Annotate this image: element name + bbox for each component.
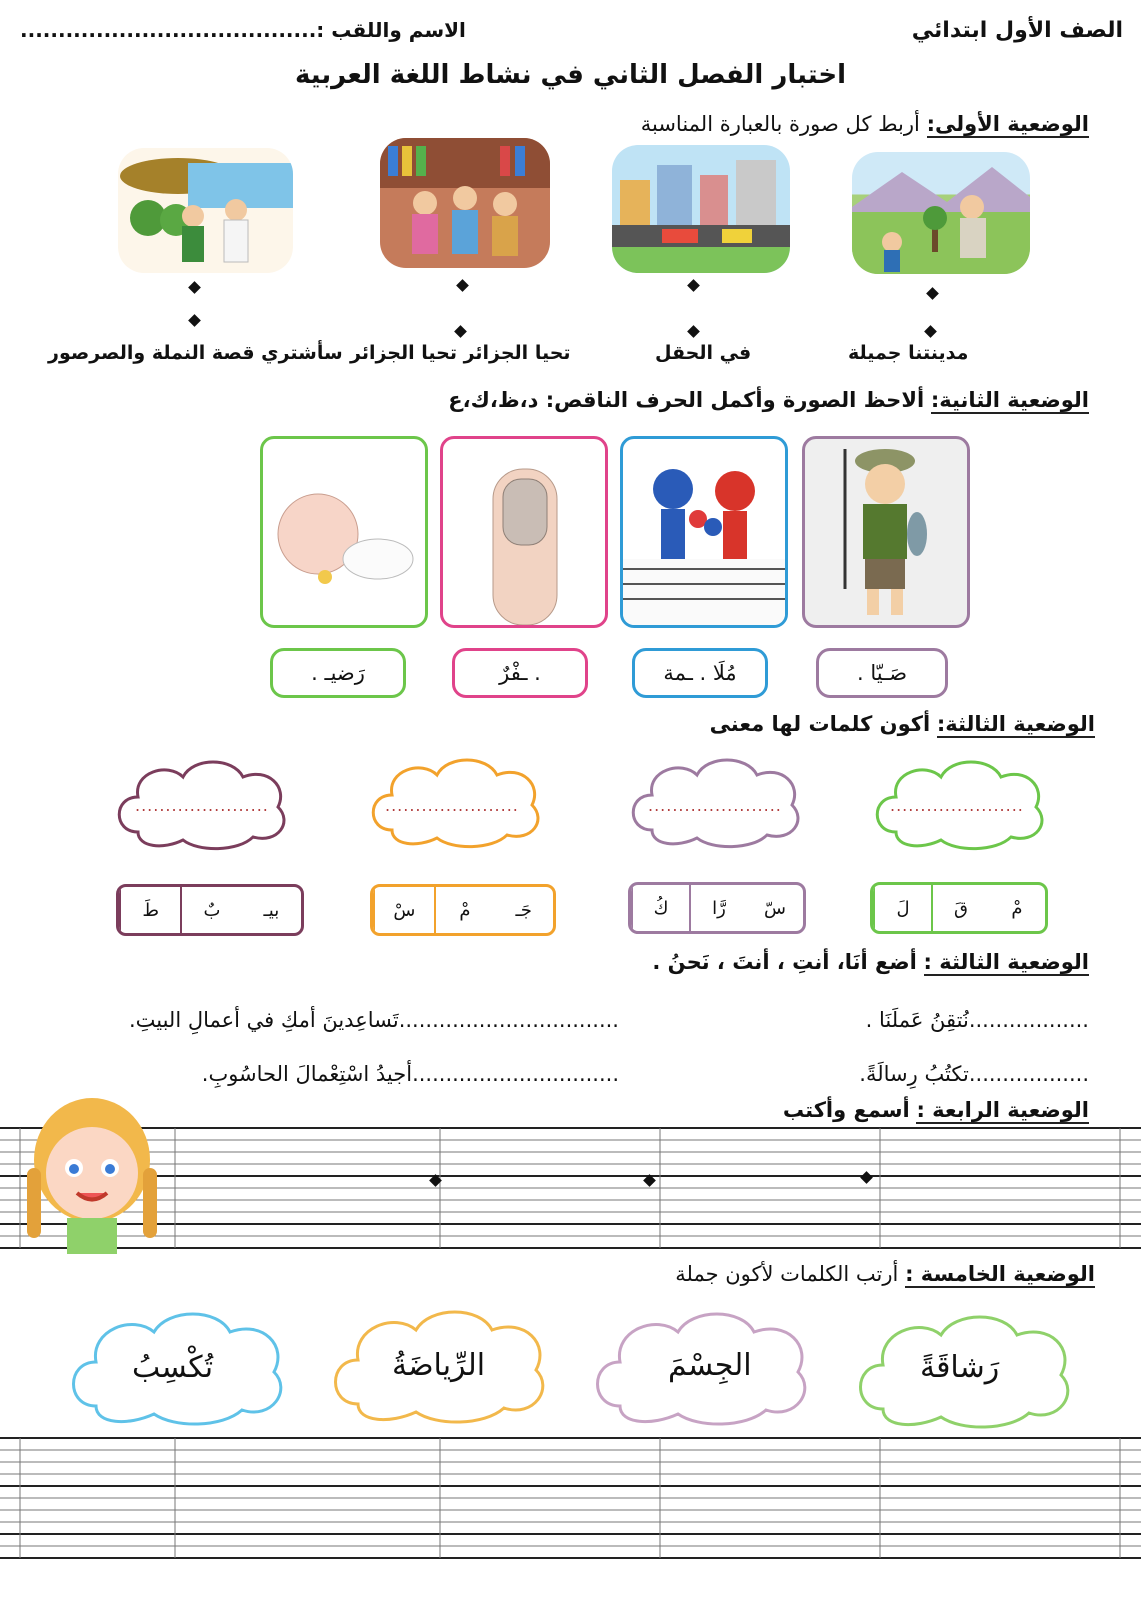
boxing-illustration — [623, 439, 785, 625]
letter-cell: قَ — [931, 885, 989, 931]
fisherman-picture — [802, 436, 970, 628]
section5-instruction: أسمع وأكتب — [782, 1098, 910, 1122]
cloud-blank-2[interactable]: ...................... — [648, 796, 782, 815]
section5-heading — [783, 1098, 1089, 1122]
word-blank-1[interactable]: صَـيّا . — [816, 648, 948, 698]
section1-label: الوضعية الأولى: — [926, 112, 1089, 136]
section2-heading — [448, 388, 1089, 412]
city-picture — [612, 145, 790, 273]
section2-instruction: ألاحظ الصورة وأكمل الحرف الناقص: د،ظ،ك،ع — [448, 388, 925, 412]
word-alriyada: الرِّياضَةُ — [392, 1348, 486, 1383]
sentence-3[interactable]: ..................تكتُبُ رِسالَةً. — [859, 1062, 1089, 1086]
name-field-label[interactable]: الاسم واللقب :....................................... — [20, 18, 466, 42]
caption-city: مدينتنا جميلة — [848, 342, 969, 364]
match-dot[interactable] — [687, 279, 700, 292]
baby-picture — [260, 436, 428, 628]
letter-cell: سّ — [764, 897, 786, 919]
match-dot[interactable] — [456, 279, 469, 292]
letter-group-4 — [116, 884, 304, 936]
bookshop-illustration — [380, 138, 550, 268]
letter-cell: سْ — [373, 887, 434, 933]
section1-instruction: أربط كل صورة بالعبارة المناسبة — [640, 112, 920, 136]
word-blank-4[interactable]: رَضيـ . — [270, 648, 406, 698]
letter-cell: جَـ — [515, 899, 532, 921]
fisherman-illustration — [805, 439, 967, 625]
caption-story: سأشتري قصة النملة والصرصور — [48, 342, 343, 364]
caption-field: في الحقل — [655, 342, 752, 364]
sentence-writing-lines[interactable] — [0, 1432, 1141, 1564]
section4-instruction: أضع أنَا، أنتِ ، أنتَ ، نَحنُ . — [652, 950, 917, 974]
word-aljism: الجِسْمَ — [668, 1348, 752, 1383]
market-picture — [118, 148, 293, 273]
section4-heading — [652, 950, 1089, 974]
letter-group-1 — [870, 882, 1048, 934]
section3-instruction: أكون كلمات لها معنى — [709, 712, 931, 736]
sentence-2[interactable]: .................................تَساعِدينَ أمكِ في أعمالِ البيتِ. — [128, 1008, 619, 1032]
match-dot[interactable] — [188, 314, 201, 327]
section6-instruction: أرتب الكلمات لأكون جملة — [675, 1262, 899, 1286]
market-illustration — [118, 148, 293, 273]
cloud-blank-3[interactable]: ...................... — [385, 796, 519, 815]
section4-label: الوضعية الثالثة : — [923, 950, 1089, 974]
letter-cell: مْ — [1011, 897, 1023, 919]
caption-algeria: تحيا الجزائر تحيا الجزائر — [350, 342, 571, 364]
girl-illustration — [22, 1078, 162, 1254]
match-dot[interactable] — [924, 325, 937, 338]
grade-label: الصف الأول ابتدائي — [911, 18, 1123, 43]
letter-cell: رَّا — [689, 885, 747, 931]
section1-heading — [641, 112, 1089, 136]
boxing-picture — [620, 436, 788, 628]
cloud-blank-4[interactable]: ...................... — [135, 796, 269, 815]
section2-label: الوضعية الثانية: — [930, 388, 1089, 412]
baby-illustration — [263, 439, 425, 625]
match-dot[interactable] — [454, 325, 467, 338]
word-blank-2[interactable]: مُلَا . ـمة — [632, 648, 768, 698]
letter-group-3 — [370, 884, 556, 936]
city-illustration — [612, 145, 790, 273]
farm-picture — [852, 152, 1030, 274]
bookshop-picture — [380, 138, 550, 268]
farm-illustration — [852, 152, 1030, 274]
match-dot[interactable] — [926, 287, 939, 300]
section3-label: الوضعية الثالثة: — [936, 712, 1095, 736]
section5-label: الوضعية الرابعة : — [916, 1098, 1089, 1122]
letter-cell: بٌ — [180, 887, 241, 933]
page-title: اختبار الفصل الثاني في نشاط اللغة العربية — [295, 60, 846, 90]
letter-cell: لَ — [873, 885, 931, 931]
letter-cell: طَ — [119, 887, 180, 933]
sentence-1[interactable]: ..................نُتقِنُ عَملَنَا . — [865, 1008, 1089, 1032]
letter-group-2 — [628, 882, 806, 934]
match-dot[interactable] — [188, 281, 201, 294]
finger-illustration — [443, 439, 605, 625]
word-rashaqa: رَشاقَةً — [920, 1350, 1000, 1385]
match-dot[interactable] — [687, 325, 700, 338]
cloud-blank-1[interactable]: ...................... — [890, 796, 1024, 815]
section6-heading — [675, 1262, 1095, 1286]
letter-cell: بيـ — [263, 899, 280, 921]
letter-cell: مْ — [434, 887, 495, 933]
word-tuksib: تُكْسِبُ — [132, 1350, 214, 1385]
fingernail-picture — [440, 436, 608, 628]
sentence-4[interactable]: ...............................أجيدُ اسْتِعْمالَ الحاسُوبِ. — [201, 1062, 619, 1086]
word-blank-3[interactable]: . ـفْرٌ — [452, 648, 588, 698]
section6-label: الوضعية الخامسة : — [905, 1262, 1095, 1286]
letter-cell: كُ — [631, 885, 689, 931]
dictation-writing-lines[interactable] — [0, 1122, 1141, 1254]
section3-heading — [710, 712, 1095, 736]
